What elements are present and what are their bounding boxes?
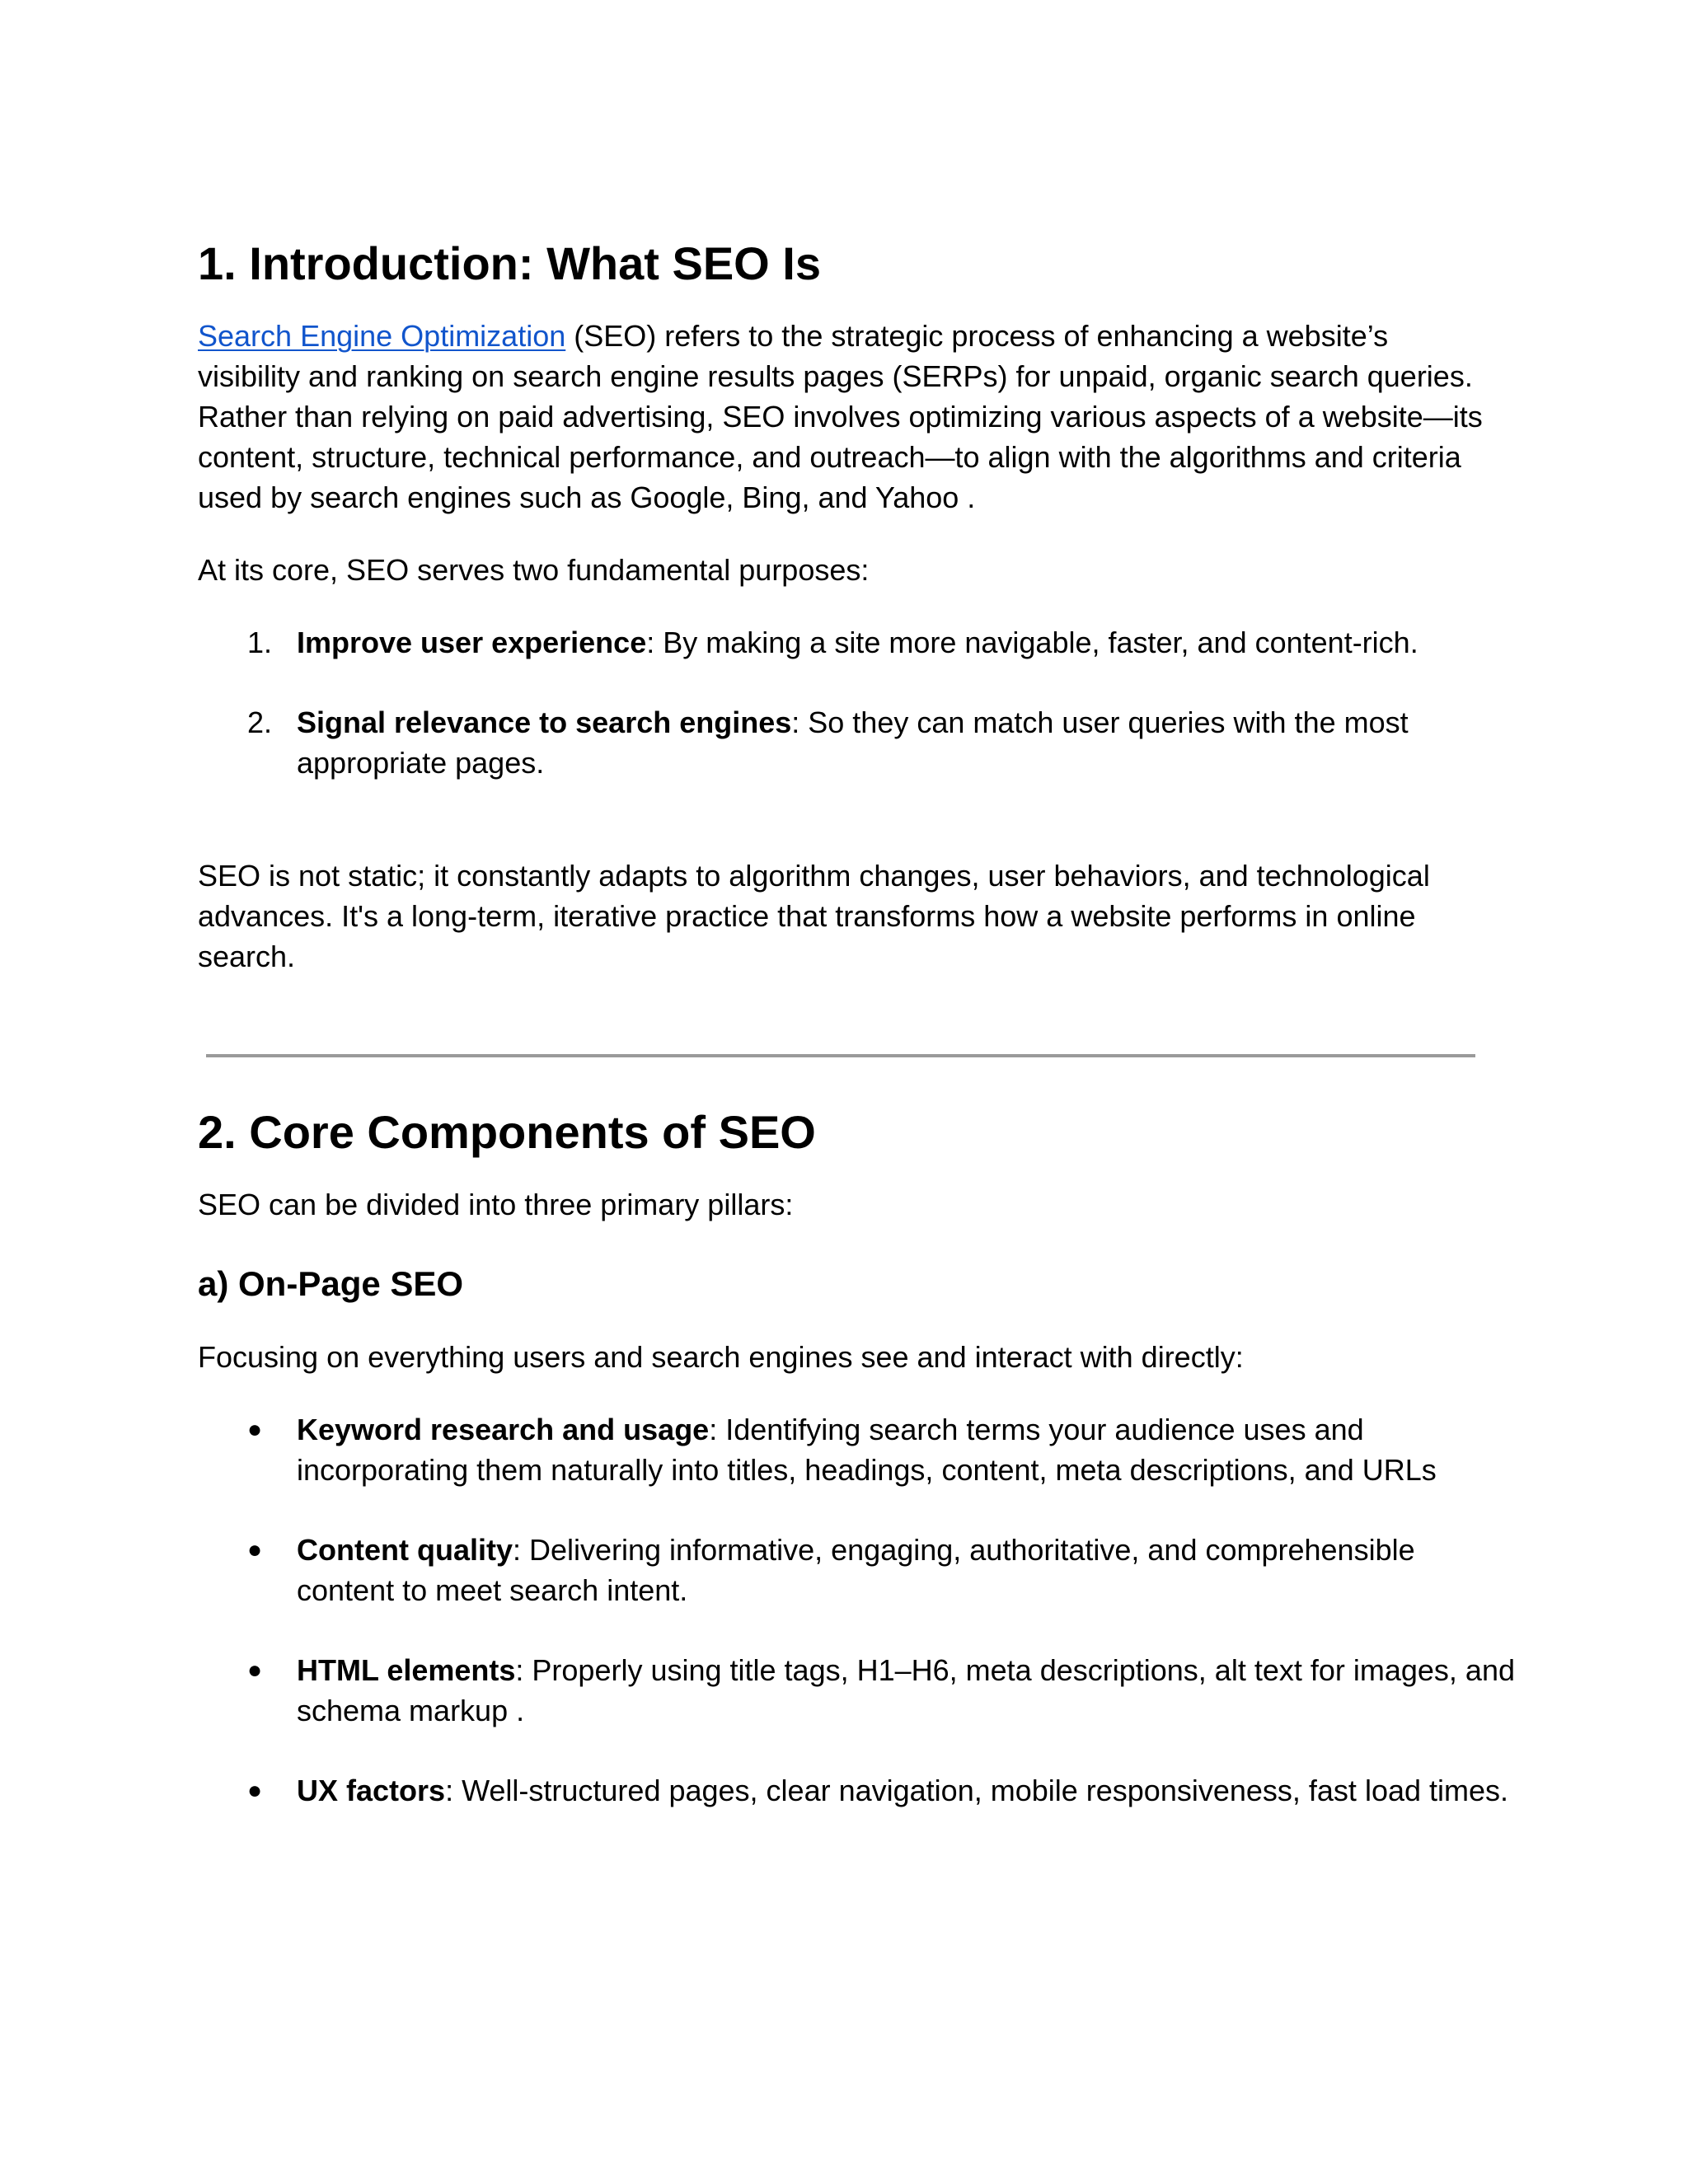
bullet-icon: ● — [247, 1657, 263, 1684]
list-item — [198, 1409, 1508, 1490]
list-item-term: Content quality — [297, 1533, 513, 1567]
list-item — [198, 622, 1508, 663]
document-content — [198, 235, 1515, 1811]
list-item — [198, 1530, 1508, 1610]
on-page-intro: Focusing on everything users and search engines see and interact with directly: — [198, 1340, 1244, 1374]
on-page-list — [198, 1409, 1515, 1811]
pillars-intro: SEO can be divided into three primary pillars: — [198, 1188, 794, 1221]
list-item-term: Signal relevance to search engines — [297, 705, 792, 739]
list-number: 2. — [247, 705, 273, 739]
list-item-text: : So they can match user queries with the most appropriate pages. — [297, 705, 1409, 780]
purposes-list — [198, 622, 1500, 783]
list-item-term: UX factors — [297, 1774, 446, 1807]
list-item-term: Keyword research and usage — [297, 1413, 710, 1446]
intro-paragraph — [198, 316, 1484, 518]
list-item — [198, 1650, 1533, 1731]
list-number: 1. — [247, 626, 273, 659]
section-1-heading: 1. Introduction: What SEO Is — [198, 237, 821, 289]
section-2-heading: 2. Core Components of SEO — [198, 1106, 816, 1158]
list-item — [198, 702, 1517, 783]
bullet-icon: ● — [247, 1777, 263, 1804]
bullet-icon: ● — [247, 1416, 263, 1443]
closing-paragraph: SEO is not static; it constantly adapts to algorithm changes, user behaviors, and technological advances. It's a long-term, iterative practice that transforms how a website performs in online search. — [198, 859, 1430, 973]
seo-link[interactable]: Search Engine Optimization — [198, 319, 566, 353]
list-item-term: HTML elements — [297, 1653, 516, 1687]
horizontal-rule — [206, 1054, 1475, 1057]
bullet-icon: ● — [247, 1536, 263, 1563]
intro-text: (SEO) refers to the strategic process of enhancing a website’s visibility and ranking on search engine results pages (SERPs) for unpaid, organic search queries. Rather than relying on paid advertising, SEO involves optimizing various aspects of a website—its content, structure, technical performance, and outreach—to align with the algorithms and criteria used by search engines such as Google, Bing, and Yahoo . — [198, 319, 1483, 514]
subsection-a-heading: a) On-Page SEO — [198, 1264, 464, 1303]
list-item — [198, 1770, 1508, 1811]
list-item-term: Improve user experience — [297, 626, 647, 659]
purposes-intro: At its core, SEO serves two fundamental purposes: — [198, 553, 870, 587]
list-item-text: : Identifying search terms your audience uses and incorporating them naturally into titles, headings, content, meta descriptions, and URLs — [297, 1413, 1437, 1487]
list-item-text: : Delivering informative, engaging, authoritative, and comprehensible content to meet search intent. — [297, 1533, 1415, 1607]
list-item-text: : Properly using title tags, H1–H6, meta descriptions, alt text for images, and schema markup . — [297, 1653, 1515, 1727]
list-item-text: : Well-structured pages, clear navigation, mobile responsiveness, fast load times. — [445, 1774, 1509, 1807]
list-item-text: : By making a site more navigable, faster, and content-rich. — [646, 626, 1418, 659]
